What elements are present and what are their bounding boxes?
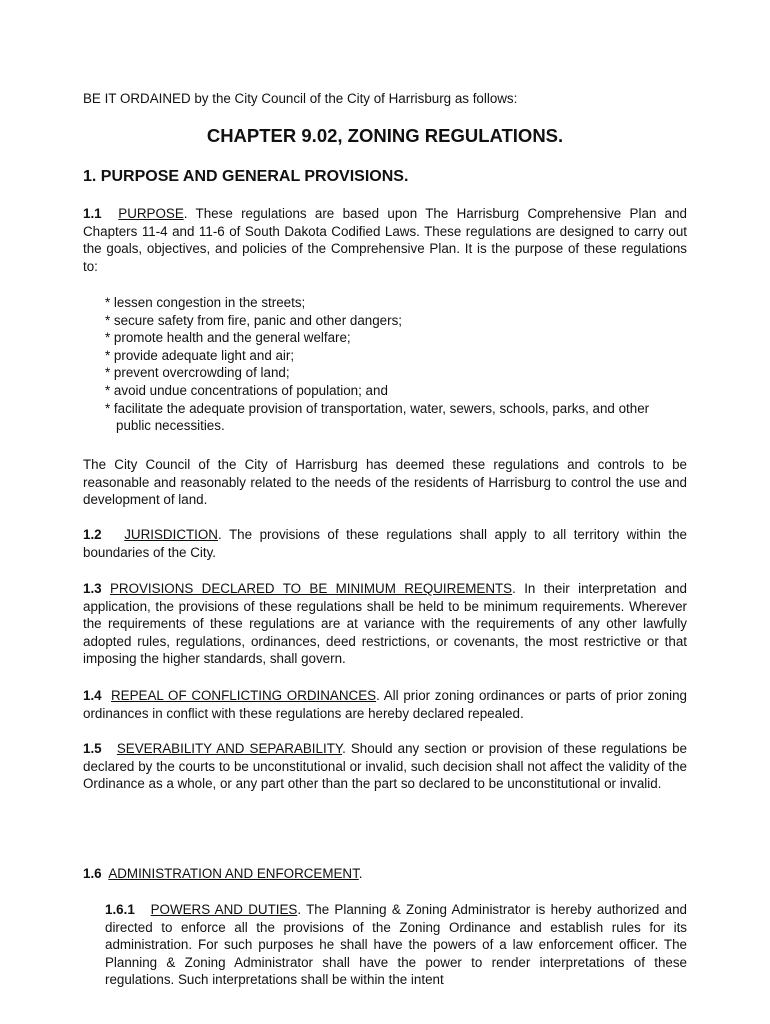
section-text: . [358, 866, 363, 881]
chapter-title: CHAPTER 9.02, ZONING REGULATIONS. [206, 125, 564, 146]
section-title: PURPOSE [118, 206, 184, 221]
section-text: . Should any section or provision of these regulations be declared by the courts to be unconstitutional or invalid, such decision shall not affect the validity of the Ordinance as a whole, or any part other than the part so declared to be unconstitutional or invalid. [83, 741, 687, 792]
section-number: 1.2 [83, 527, 102, 542]
section-1-6-1-paragraph [105, 901, 687, 989]
list-item: * secure safety from fire, panic and other dangers; [105, 312, 402, 328]
list-item: * lessen congestion in the streets; [105, 295, 306, 310]
ordained-line: BE IT ORDAINED by the City Council of the City of Harrisburg as follows: [83, 91, 518, 106]
section-number: 1.1 [83, 206, 102, 221]
section-number: 1.3 [83, 581, 102, 596]
section-text: . The Planning & Zoning Administrator is hereby authorized and directed to enforce all the provisions of the Zoning Ordinance and establish rules for its administration. For such purposes he shall have the powers of a law enforcement officer. The Planning & Zoning Administrator shall have the power to render interpretations of these regulations. Such interpretations shall be within the intent [105, 902, 687, 988]
list-item: * facilitate the adequate provision of transportation, water, sewers, schools, parks, and other public necessities. [105, 400, 650, 434]
section-text: . In their interpretation and application, the provisions of these regulations shall be held to be minimum requirements. Wherever the requirements of these regulations are at variance with the requirements of any other lawfully adopted rules, regulations, ordinances, deed restrictions, or covenants, the most restrictive or that imposing the higher standards, shall govern. [83, 581, 687, 667]
list-item: * avoid undue concentrations of population; and [105, 382, 388, 398]
section-title: POWERS AND DUTIES [150, 902, 298, 917]
section-1-1-paragraph [83, 205, 687, 275]
section-1-heading: 1. PURPOSE AND GENERAL PROVISIONS. [83, 168, 409, 185]
section-title: JURISDICTION [124, 527, 218, 542]
section-title: PROVISIONS DECLARED TO BE MINIMUM REQUIREMENTS [109, 581, 513, 596]
section-text: . These regulations are based upon The Harrisburg Comprehensive Plan and Chapters 11-4 and 11-6 of South Dakota Codified Laws. These regulations are designed to carry out the goals, objectives, and policies of the Comprehensive Plan. It is the purpose of these regulations to: [83, 206, 687, 274]
section-title: REPEAL OF CONFLICTING ORDINANCES [111, 688, 377, 703]
purpose-list [105, 294, 687, 435]
section-title: SEVERABILITY AND SEPARABILITY [116, 741, 343, 756]
section-text: . The provisions of these regulations shall apply to all territory within the boundaries of the City. [83, 527, 687, 560]
section-number: 1.5 [83, 741, 102, 756]
list-item: * provide adequate light and air; [105, 347, 295, 363]
council-paragraph: The City Council of the City of Harrisburg has deemed these regulations and controls to be reasonable and reasonably related to the needs of the residents of Harrisburg to control the use and development of land. [83, 457, 687, 508]
section-1-2-paragraph [83, 526, 687, 561]
section-title: ADMINISTRATION AND ENFORCEMENT [108, 866, 359, 881]
section-number: 1.4 [83, 688, 102, 703]
section-1-6-heading [83, 865, 687, 883]
section-1-3-paragraph [83, 580, 687, 668]
list-item: * prevent overcrowding of land; [105, 365, 290, 381]
section-1-5-paragraph [83, 740, 687, 793]
section-text: . All prior zoning ordinances or parts of prior zoning ordinances in conflict with these regulations are hereby declared repealed. [83, 688, 687, 721]
section-1-4-paragraph [83, 687, 687, 722]
section-number: 1.6.1 [105, 902, 135, 917]
section-number: 1.6 [83, 866, 102, 881]
list-item: * promote health and the general welfare; [105, 330, 351, 346]
